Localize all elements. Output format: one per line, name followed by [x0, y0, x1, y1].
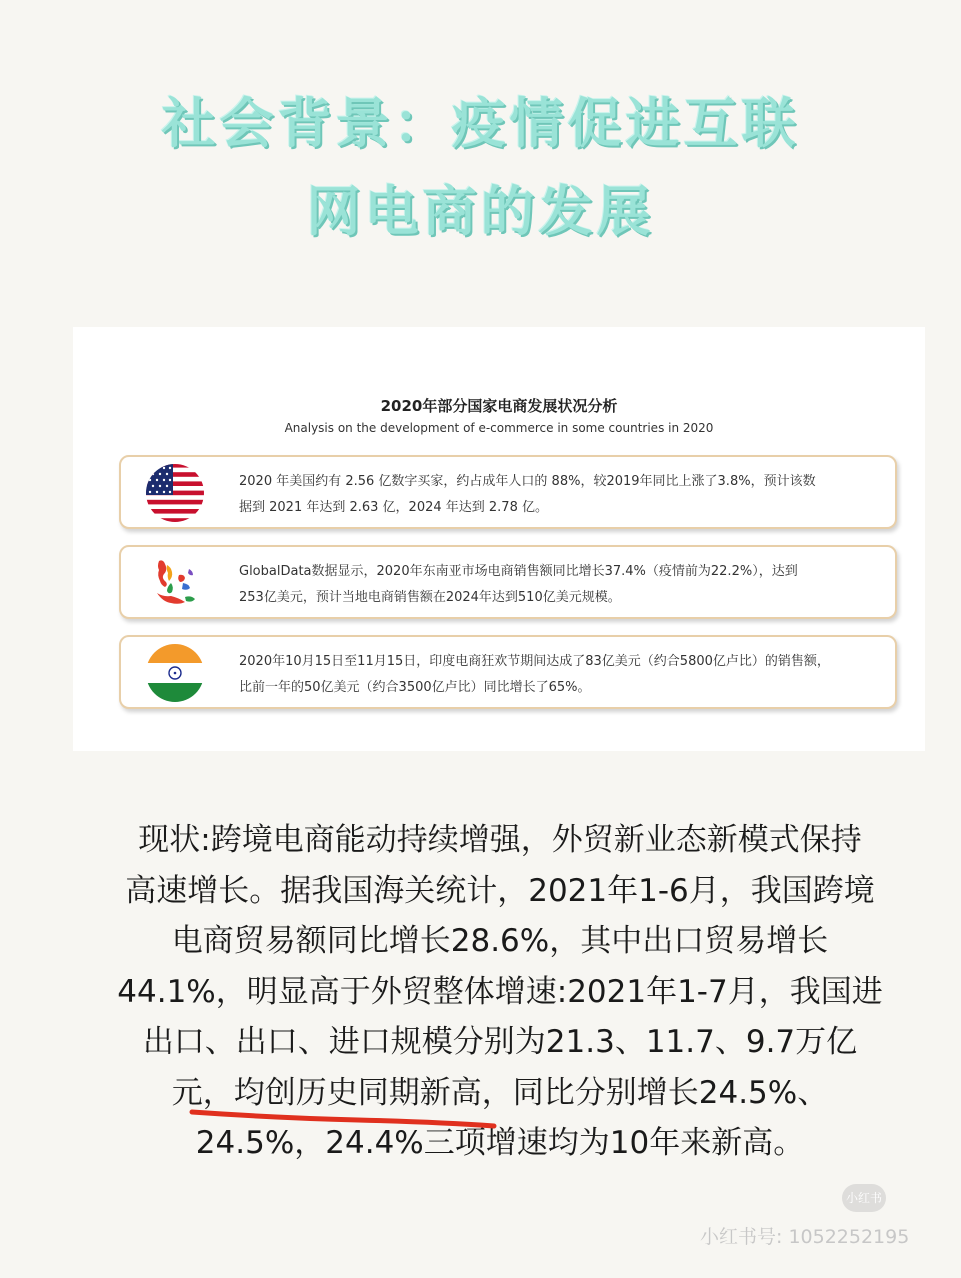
india-row-line-1: 2020年10月15日至11月15日，印度电商狂欢节期间达成了83亿美元（约合5800亿卢比）的销售额， [239, 654, 830, 669]
paragraph-line-1: 现状:跨境电商能动持续增强，外贸新业态新模式保持 [138, 822, 862, 858]
page-title [0, 80, 961, 256]
usa-row-text [239, 469, 867, 521]
paragraph-line-6: 元，均创历史同期新高，同比分别增长24.5%、 [171, 1074, 829, 1111]
usa-row-line-1: 2020 年美国约有 2.56 亿数字买家，约占成年人口的 88%，较2019年同比上涨了3.8%，预计该数 [239, 474, 816, 489]
southeast-asia-row-line-2: 253亿美元，预计当地电商销售额在2024年达到510亿美元规模。 [239, 590, 621, 605]
country-row-usa [119, 455, 897, 529]
xiaohongshu-id-watermark: 小红书号: 1052252195 [700, 1226, 910, 1248]
usa-row-line-2: 据到 2021 年达到 2.63 亿，2024 年达到 2.78 亿。 [239, 500, 548, 515]
india-flag-icon [145, 643, 205, 703]
india-row-text [239, 649, 867, 701]
paragraph-line-7: 24.5%，24.4%三项增速均为10年来新高。 [195, 1125, 805, 1161]
card-subtitle: Analysis on the development of e-commerce in some countries in 2020 [284, 421, 714, 435]
paragraph-line-2: 高速增长。据我国海关统计，2021年1-6月，我国跨境 [125, 872, 875, 909]
country-row-india [119, 635, 897, 709]
usa-flag-icon [145, 463, 205, 523]
card-title: 2020年部分国家电商发展状况分析 [380, 397, 618, 415]
red-underline-stroke [188, 1108, 498, 1130]
southeast-asia-row-line-1: GlobalData数据显示，2020年东南亚市场电商销售额同比增长37.4%（疫情前为22.2%），达到 [239, 564, 798, 579]
ecommerce-analysis-card [73, 327, 925, 751]
paragraph-line-3: 电商贸易额同比增长28.6%，其中出口贸易增长 [171, 923, 829, 959]
country-row-southeast-asia [119, 545, 897, 619]
southeast-asia-map-icon [145, 553, 205, 613]
paragraph-line-4: 44.1%，明显高于外贸整体增速:2021年1-7月，我国进 [117, 973, 883, 1010]
title-line-2: 网电商的发展 [306, 180, 655, 243]
india-row-line-2: 比前一年的50亿美元（约合3500亿卢比）同比增长了65%。 [239, 680, 591, 695]
title-line-1: 社会背景：疫情促进互联 [161, 92, 800, 155]
xiaohongshu-logo-watermark: 小红书 [842, 1184, 886, 1212]
southeast-asia-row-text [239, 559, 867, 611]
paragraph-line-5: 出口、出口、进口规模分别为21.3、11.7、9.7万亿 [142, 1024, 858, 1060]
